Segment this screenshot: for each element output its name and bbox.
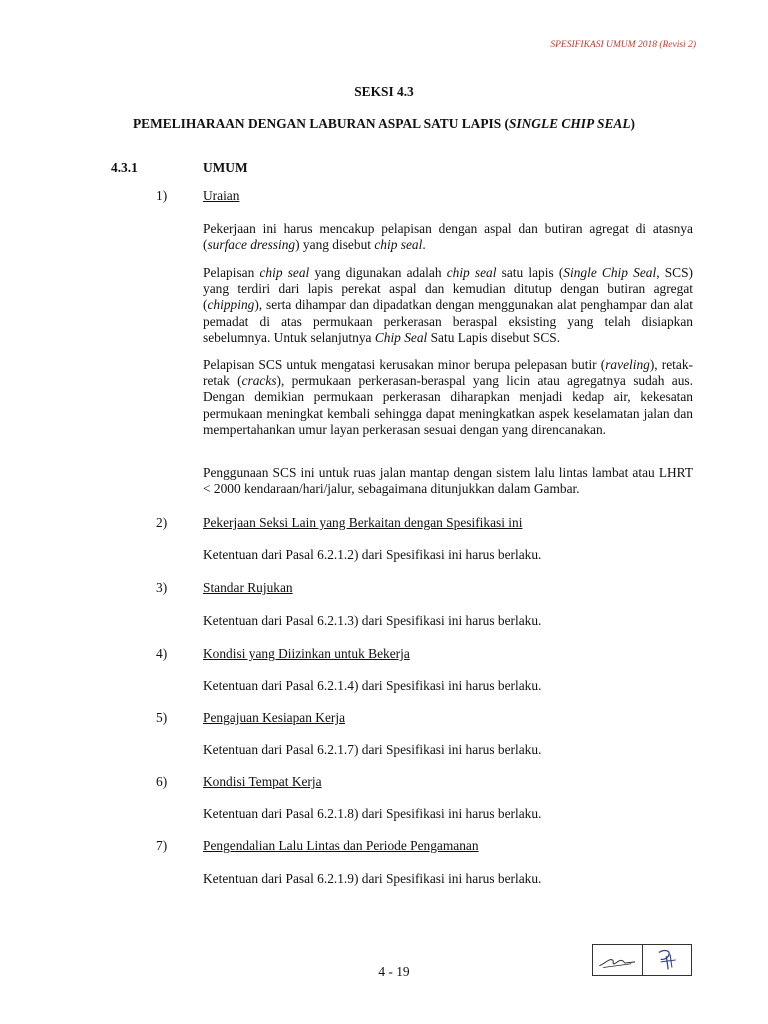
text-run: ), serta dihampar dan dipadatkan dengan menggunakan alat penghampar dan alat pemadat di atas permukaan perkerasan beraspal eksisting yang telah disiapkan sebelumnya. Untuk selanjutnya — [203, 297, 693, 345]
text-run: Penggunaan SCS ini untuk ruas jalan mantap dengan sistem lalu lintas lambat atau LHRT < 2000 kendaraan/hari/jalur, sebagaimana ditunjukkan dalam Gambar. — [203, 465, 693, 497]
paragraph: Ketentuan dari Pasal 6.2.1.8) dari Spesifikasi ini harus berlaku. — [203, 806, 542, 821]
item-heading: Kondisi yang Diizinkan untuk Bekerja — [203, 646, 410, 661]
item-heading: Kondisi Tempat Kerja — [203, 774, 322, 789]
item-heading: Standar Rujukan — [203, 580, 293, 595]
paragraph: Ketentuan dari Pasal 6.2.1.3) dari Spesifikasi ini harus berlaku. — [203, 613, 542, 628]
subsection-number: 4.3.1 — [111, 160, 138, 175]
text-run: . — [422, 237, 426, 253]
text-run: , SCS) yang terdiri dari lapis perekat aspal dan kemudian ditutup dengan butiran agregat ( — [203, 265, 693, 313]
item-heading: Pengendalian Lalu Lintas dan Periode Pengamanan — [203, 838, 479, 853]
initials-mark — [643, 945, 692, 975]
signature-cell — [593, 945, 642, 975]
paragraph: Ketentuan dari Pasal 6.2.1.2) dari Spesifikasi ini harus berlaku. — [203, 547, 542, 562]
text-run-italic: raveling — [605, 357, 650, 372]
item-heading: Pengajuan Kesiapan Kerja — [203, 710, 346, 725]
text-run: satu lapis ( — [496, 265, 564, 280]
paragraph — [203, 265, 693, 346]
initials-cell — [642, 945, 692, 975]
text-run-italic: surface dressing — [207, 237, 296, 253]
section-title: SEKSI 4.3 — [354, 84, 414, 99]
subtitle-italic: SINGLE CHIP SEAL — [508, 116, 631, 131]
item-number: 2) — [156, 515, 168, 530]
paragraph — [203, 357, 693, 438]
text-run-italic: chip seal — [374, 237, 423, 253]
text-run-italic: Chip Seal — [374, 329, 428, 345]
text-run-italic: chip seal — [259, 265, 310, 280]
text-run-italic: Single Chip Seal — [563, 265, 657, 280]
item-number: 7) — [156, 838, 168, 853]
signature-mark — [593, 945, 642, 975]
paragraph — [203, 221, 693, 253]
item-number: 6) — [156, 774, 168, 789]
item-heading: Pekerjaan Seksi Lain yang Berkaitan dengan Spesifikasi ini — [203, 515, 523, 530]
text-run: Pelapisan SCS untuk mengatasi kerusakan minor berupa pelepasan butir ( — [203, 357, 606, 372]
page-number: 4 - 19 — [378, 964, 410, 979]
text-run: ), permukaan perkerasan-beraspal yang licin atau agregatnya sudah aus. Dengan demikian permukaan perkerasan diharapkan menjadi kedap air, kekesatan permukaan meningkat kembali sehingga dapat meningkatkan aspek keselamatan jalan dan mempertahankan umur layan perkerasan sesuai dengan yang direncanakan. — [203, 373, 693, 437]
paragraph: Ketentuan dari Pasal 6.2.1.7) dari Spesifikasi ini harus berlaku. — [203, 742, 542, 757]
text-run: Pelapisan — [203, 265, 260, 280]
subsection-title: UMUM — [203, 160, 248, 175]
paragraph — [203, 465, 693, 497]
text-run-italic: cracks — [241, 373, 277, 389]
text-run: Satu Lapis disebut SCS. — [427, 329, 561, 345]
spec-header: SPESIFIKASI UMUM 2018 (Revisi 2) — [550, 40, 696, 50]
item-number: 5) — [156, 710, 168, 725]
text-run: ) yang disebut — [295, 237, 375, 253]
item-heading: Uraian — [203, 188, 240, 203]
text-run: Pekerjaan ini harus mencakup pelapisan dengan aspal dan butiran agregat di atasnya ( — [203, 221, 693, 253]
text-run: yang digunakan adalah — [309, 265, 447, 280]
item-number: 4) — [156, 646, 168, 661]
initials-box — [592, 944, 692, 976]
section-subtitle — [0, 116, 768, 132]
text-run-italic: chipping — [207, 297, 255, 313]
item-number: 3) — [156, 580, 168, 595]
text-run: ), retak-retak ( — [203, 357, 693, 389]
item-number: 1) — [156, 188, 168, 203]
paragraph: Ketentuan dari Pasal 6.2.1.4) dari Spesifikasi ini harus berlaku. — [203, 678, 542, 693]
subtitle-suffix: ) — [630, 116, 635, 131]
subtitle-prefix: PEMELIHARAAN DENGAN LABURAN ASPAL SATU LAPIS ( — [133, 116, 509, 131]
text-run-italic: chip seal — [446, 265, 497, 280]
paragraph: Ketentuan dari Pasal 6.2.1.9) dari Spesifikasi ini harus berlaku. — [203, 871, 542, 886]
